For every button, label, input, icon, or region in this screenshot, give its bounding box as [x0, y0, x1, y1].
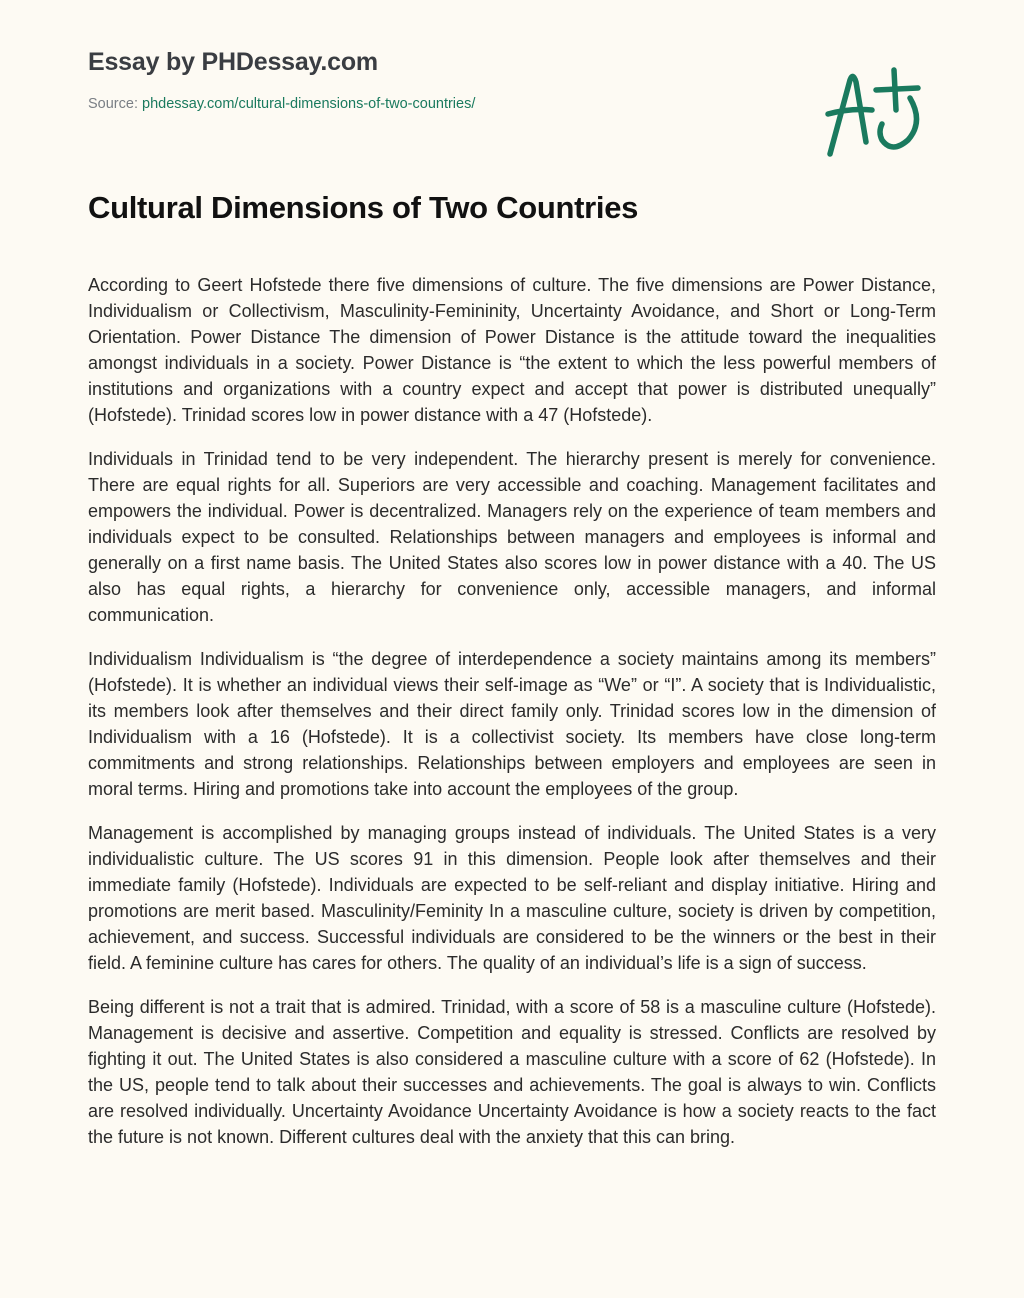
source-line [88, 96, 475, 112]
paragraph: Management is accomplished by managing groups instead of individuals. The United States is a very individualistic culture. The US scores 91 in this dimension. People look after themselves and their immediate family (Hofstede). Individuals are expected to be self-reliant and display initiative. Hiring and promotions are merit based. Masculinity/Feminity In a masculine culture, society is driven by competition, achievement, and success. Successful individuals are considered to be the winners or the best in their field. A feminine culture has cares for others. The quality of an individual’s life is a sign of success. [88, 823, 936, 973]
document-title: Cultural Dimensions of Two Countries [88, 190, 639, 225]
page-header [88, 48, 475, 112]
paragraph: Being different is not a trait that is admired. Trinidad, with a score of 58 is a masculine culture (Hofstede). Management is decisive and assertive. Competition and equality is stressed. Conflicts are resolved by fighting it out. The United States is also considered a masculine culture with a score of 62 (Hofstede). In the US, people tend to talk about their successes and achievements. The goal is always to win. Conflicts are resolved individually. Uncertainty Avoidance Uncertainty Avoidance is how a society reacts to the fact the future is not known. Different cultures deal with the anxiety that this can bring. [88, 997, 936, 1147]
paragraph: Individuals in Trinidad tend to be very independent. The hierarchy present is merely for convenience. There are equal rights for all. Superiors are very accessible and coaching. Management facilitates and empowers the individual. Power is decentralized. Managers rely on the experience of team members and individuals expect to be consulted. Relationships between managers and employees is informal and generally on a first name basis. The United States also scores low in power distance with a 40. The US also has equal rights, a hierarchy for convenience only, accessible managers, and informal communication. [88, 449, 936, 625]
document-body [88, 272, 936, 1250]
a-plus-grade-icon [820, 62, 930, 162]
source-label: Source: [88, 96, 142, 112]
source-link[interactable]: phdessay.com/cultural-dimensions-of-two-countries/ [142, 96, 476, 112]
paragraph: Individualism Individualism is “the degree of interdependence a society maintains among its members” (Hofstede). It is whether an individual views their self-image as “We” or “I”. A society that is Individualistic, its members look after themselves and their direct family only. Trinidad scores low in the dimension of Individualism with a 16 (Hofstede). It is a collectivist society. Its members have close long-term commitments and strong relationships. Relationships between employers and employees are seen in moral terms. Hiring and promotions take into account the employees of the group. [88, 649, 936, 799]
site-title: Essay by PHDessay.com [88, 48, 378, 76]
paragraph: According to Geert Hofstede there five dimensions of culture. The five dimensions are Power Distance, Individualism or Collectivism, Masculinity-Femininity, Uncertainty Avoidance, and Short or Long-Term Orientation. Power Distance The dimension of Power Distance is the attitude toward the inequalities amongst individuals in a society. Power Distance is “the extent to which the less powerful members of institutions and organizations with a country expect and accept that power is distributed unequally” (Hofstede). Trinidad scores low in power distance with a 47 (Hofstede). [88, 275, 936, 425]
